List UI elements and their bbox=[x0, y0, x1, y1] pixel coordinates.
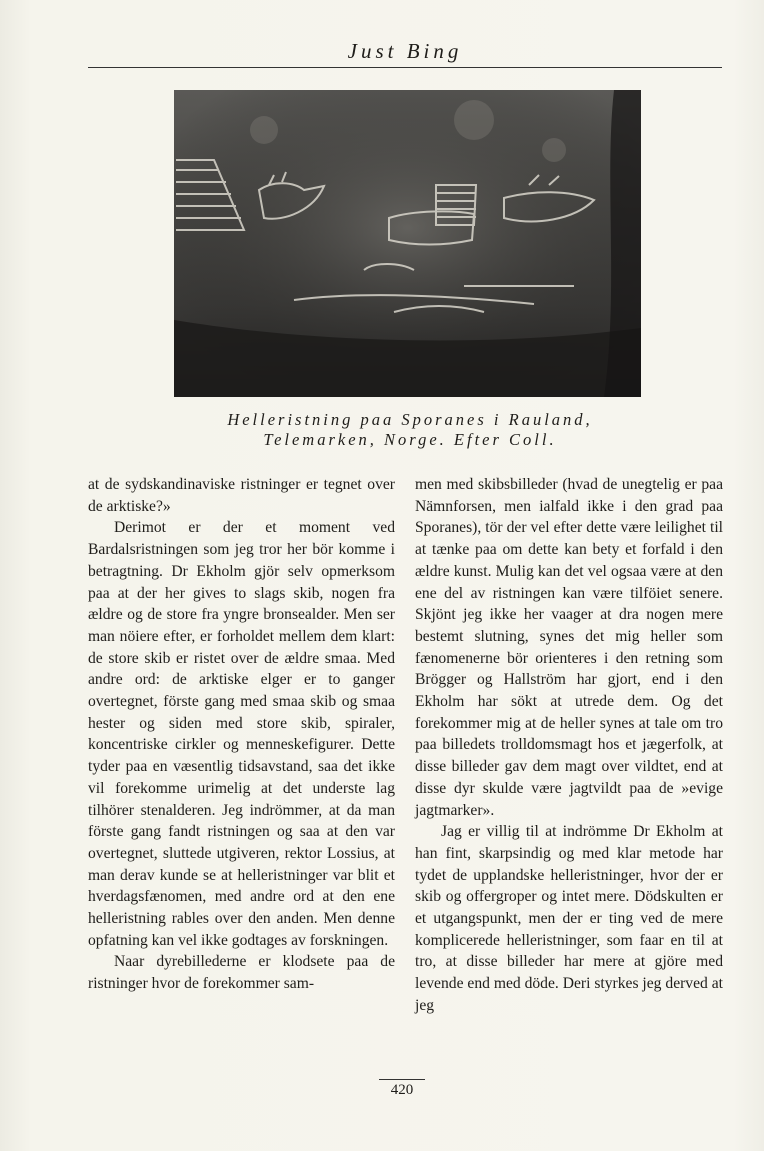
figure-caption-line-1: Helleristning paa Sporanes i Rauland, bbox=[227, 410, 593, 429]
figure-caption-line-2: Telemarken, Norge. Efter Coll. bbox=[263, 430, 557, 449]
running-header bbox=[88, 38, 722, 70]
paragraph: Naar dyrebillederne er klodsete paa de ristninger hvor de forekommer sam- bbox=[88, 953, 395, 993]
text-column-left bbox=[88, 474, 395, 995]
running-header-title: Just Bing bbox=[347, 39, 463, 63]
text-column-right bbox=[415, 474, 723, 1017]
figure-caption bbox=[150, 410, 670, 450]
paragraph: Jag er villig til at indrömme Dr Ekholm at han fint, skarpsindig og med klar metode har tydet de upplandske helleristninger, hvor der er skib og offergroper og intet mere. Dödskulten er et utgangspunkt, men der er ting ved de mere komplicerede helleristninger, som faar en til at tro, at disse billeder har mere at gjöre med levende end med döde. Deri styrkes jeg derved at jeg bbox=[415, 823, 723, 1014]
header-rule bbox=[88, 67, 722, 68]
paragraph: Derimot er der et moment ved Bardalsristningen som jeg tror her bör komme i betragtning. Dr Ekholm gjör selv opmerksom paa at der her gives to slags skib, nogen fra ældre og de store fra yngre bronsealder. Men ser man nöiere efter, er forholdet mellem dem klart: de store skib er ristet over de ældre smaa. Med andre ord: de arktiske elger er to ganger overtegnet, förste gang med smaa skib og smaa hester og siden med store skib, spiraler, koncentriske cirkler og menneskefigurer. Dette tyder paa en væsentlig tidsavstand, saa det ikke vil forekomme urimelig at det underste lag tilhörer stenalderen. Jeg indrömmer, at da man förste gang fandt ristningen og saa at den var overtegnet, sluttede utgiveren, rektor Lossius, at man derav kunde se at helleristninger var blit et hverdagsfænomen, med andre ord at den ene helleristning rables over den anden. Men denne opfatning kan vel ikke godtages av forskningen. bbox=[88, 519, 395, 949]
paragraph: men med skibsbilleder (hvad de unegtelig er paa Nämnforsen, men ialfald ikke i den grad paa Sporanes), tör der vel efter dette være leilighet til at tænke paa om dette kan bety et forfald i den ældre kunst. Mulig kan det vel ogsaa være at den ene del av ristningen kan være tilföiet senere. Skjönt jeg ikke her vaager at dra nogen mere bestemt slutning, synes det mig heller som fænomenerne bör orienteres i den retning som Brögger og Hallström har gjort, end i den Ekholm har sökt at utrede dem. Og det forekommer mig at de heller synes at tale om tro paa billedets trolldomsmagt hos et jægerfolk, at disse billeder gav dem magt over vildtet, end at disse dyr skulde være jagtvildt paa de »evige jagtmarker». bbox=[415, 476, 723, 819]
rock-carving-image bbox=[174, 90, 641, 397]
rock-carving-photograph bbox=[174, 90, 641, 397]
page-number: 420 bbox=[390, 1082, 414, 1098]
paragraph: at de sydskandinaviske ristninger er tegnet over de arktiske?» bbox=[88, 476, 395, 515]
page-number-rule bbox=[379, 1079, 425, 1080]
